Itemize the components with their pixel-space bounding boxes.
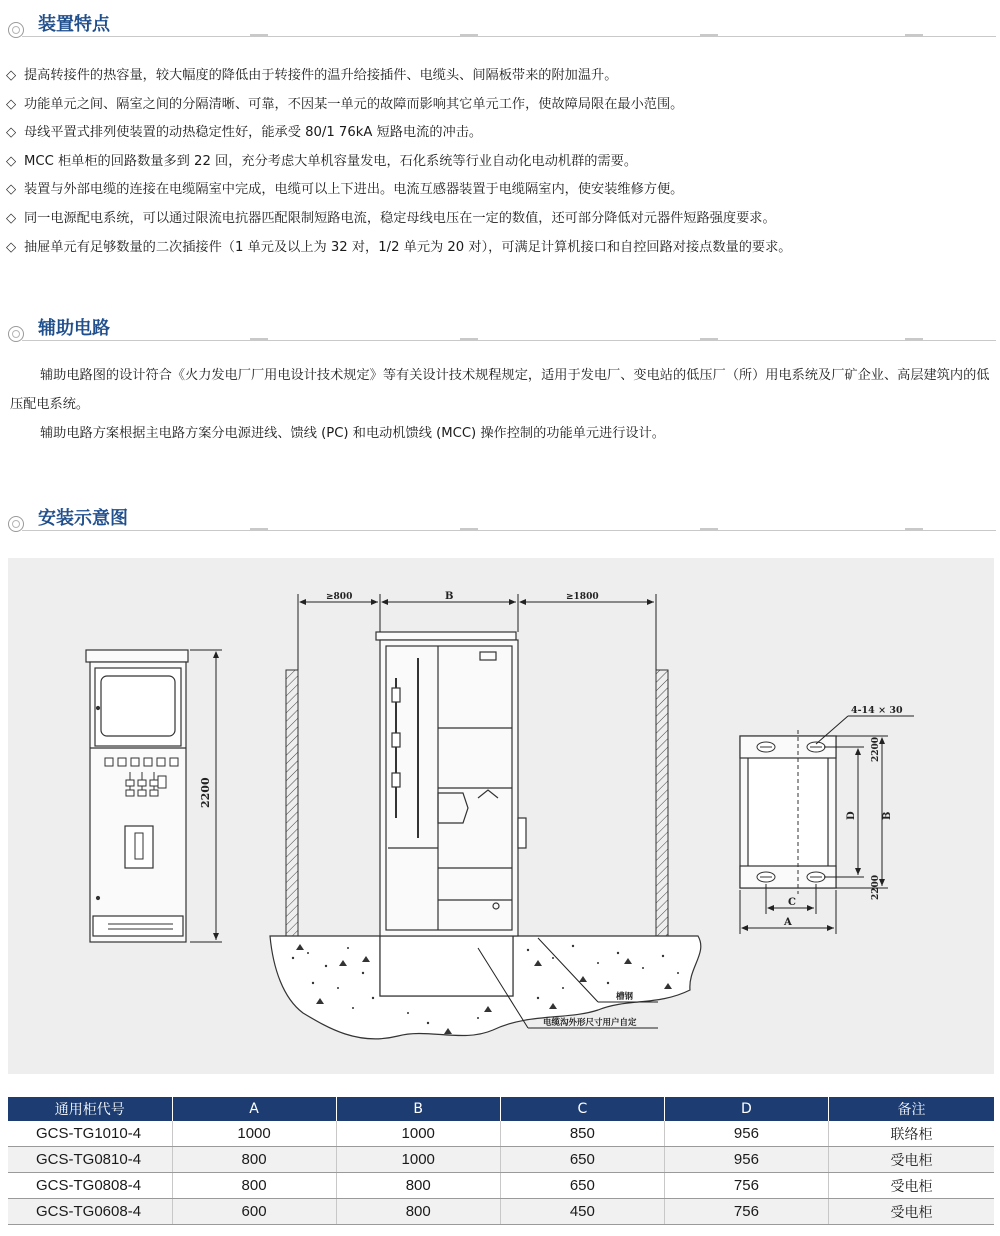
- table-cell: 850: [500, 1121, 664, 1147]
- diamond-icon: ◇: [6, 96, 17, 112]
- feature-item: ◇ 功能单元之间、隔室之间的分隔清晰、可靠，不因某一单元的故障而影响其它单元工作，使故障局限在最小范围。: [6, 91, 996, 120]
- column-header: D: [664, 1097, 828, 1121]
- diamond-icon: ◇: [6, 210, 17, 226]
- table-cell: 650: [500, 1173, 664, 1199]
- cable-trench: [380, 936, 513, 996]
- divider-mark: [905, 34, 923, 37]
- features-list: [6, 62, 996, 262]
- trench-note-label: 电缆沟外形尺寸用户自定: [543, 1018, 637, 1028]
- divider-mark: [460, 338, 478, 341]
- table-cell: GCS-TG1010-4: [8, 1121, 172, 1147]
- table-cell: 800: [336, 1173, 500, 1199]
- section-divider: [22, 530, 996, 531]
- table-cell: 756: [664, 1173, 828, 1199]
- table-cell: 956: [664, 1121, 828, 1147]
- table-cell: 800: [336, 1199, 500, 1225]
- dim-mid-label: B: [445, 591, 454, 602]
- column-header: 通用柜代号: [8, 1097, 172, 1121]
- column-header: B: [336, 1097, 500, 1121]
- table-cell: 800: [172, 1173, 336, 1199]
- aux-paragraph: 辅助电路方案根据主电路方案分电源进线、馈线 (PC) 和电动机馈线 (MCC) 操作控制的功能单元进行设计。: [40, 426, 665, 441]
- table-row: [8, 1147, 994, 1173]
- table-cell: 650: [500, 1147, 664, 1173]
- table-cell: 联络柜: [828, 1121, 994, 1147]
- divider-mark: [905, 528, 923, 531]
- feature-item: ◇ 同一电源配电系统，可以通过限流电抗器匹配限制短路电流，稳定母线电压在一定的数值，还可部分降低对元器件短路强度要求。: [6, 205, 996, 234]
- installation-diagram: [8, 558, 994, 1074]
- plan-a-label: A: [784, 917, 792, 928]
- table-row: [8, 1199, 994, 1225]
- section-title-aux: 辅助电路: [38, 318, 110, 339]
- column-header: 备注: [828, 1097, 994, 1121]
- divider-mark: [700, 528, 718, 531]
- plan-bottom-label: 2200: [871, 874, 881, 900]
- table-cell: 756: [664, 1199, 828, 1225]
- front-height-label: 2200: [199, 777, 212, 808]
- diamond-icon: ◇: [6, 153, 17, 169]
- divider-mark: [250, 338, 268, 341]
- table-cell: GCS-TG0608-4: [8, 1199, 172, 1225]
- plan-b-label: B: [882, 811, 893, 820]
- front-view-cabinet: [86, 650, 188, 942]
- feature-item: ◇ 装置与外部电缆的连接在电缆隔室中完成，电缆可以上下进出。电流互感器装置于电缆隔室内，使安装维修方便。: [6, 176, 996, 205]
- cabinet-spec-table: [8, 1097, 994, 1225]
- divider-mark: [700, 34, 718, 37]
- table-cell: GCS-TG0810-4: [8, 1147, 172, 1173]
- plan-top-label: 2200: [871, 736, 881, 762]
- divider-mark: [460, 34, 478, 37]
- feature-item: ◇ 抽屉单元有足够数量的二次插接件（1 单元及以上为 32 对，1/2 单元为 20 对），可满足计算机接口和自控回路对接点数量的要求。: [6, 234, 996, 263]
- aux-paragraphs: [10, 361, 995, 448]
- divider-mark: [700, 338, 718, 341]
- divider-mark: [250, 528, 268, 531]
- section-divider: [22, 36, 996, 37]
- table-cell: 受电柜: [828, 1147, 994, 1173]
- table-cell: 受电柜: [828, 1199, 994, 1225]
- table-cell: 600: [172, 1199, 336, 1225]
- feature-item: ◇ 母线平置式排列使装置的动热稳定性好，能承受 80/1 76kA 短路电流的冲击。: [6, 119, 996, 148]
- column-header: C: [500, 1097, 664, 1121]
- right-wall: [656, 670, 668, 952]
- plan-c-label: C: [788, 897, 796, 908]
- divider-mark: [460, 528, 478, 531]
- dim-left-label: ≥800: [326, 592, 353, 602]
- table-cell: 800: [172, 1147, 336, 1173]
- table-cell: 受电柜: [828, 1173, 994, 1199]
- plan-view-base: [740, 730, 836, 894]
- table-cell: 956: [664, 1147, 828, 1173]
- diamond-icon: ◇: [6, 125, 17, 141]
- table-cell: 1000: [336, 1147, 500, 1173]
- feature-item: ◇ MCC 柜单柜的回路数量多到 22 回，充分考虑大单机容量发电，石化系统等行业自动化电动机群的需要。: [6, 148, 996, 177]
- table-row: [8, 1121, 994, 1147]
- hole-spec-label: 4-14 × 30: [851, 705, 903, 716]
- table-header-row: [8, 1097, 994, 1121]
- feature-item: ◇ 提高转接件的热容量，较大幅度的降低由于转接件的温升给接插件、电缆头、间隔板带来的附加温升。: [6, 62, 996, 91]
- aux-paragraph: 辅助电路图的设计符合《火力发电厂厂用电设计技术规定》等有关设计技术规程规定，适用于发电厂、变电站的低压厂（所）用电系统及厂矿企业、高层建筑内的低压配电系统。: [10, 368, 990, 412]
- divider-mark: [250, 34, 268, 37]
- diamond-icon: ◇: [6, 239, 17, 255]
- table-cell: 450: [500, 1199, 664, 1225]
- section-header-features: [0, 2, 1000, 42]
- section-divider: [22, 340, 996, 341]
- section-title-install: 安装示意图: [38, 508, 128, 529]
- section-cabinet: [376, 632, 526, 936]
- table-cell: 1000: [336, 1121, 500, 1147]
- installation-drawing: [8, 558, 994, 1074]
- left-wall: [286, 670, 298, 952]
- section-header-install: [0, 496, 1000, 536]
- dim-right-label: ≥1800: [566, 592, 599, 602]
- divider-mark: [905, 338, 923, 341]
- table-cell: GCS-TG0808-4: [8, 1173, 172, 1199]
- section-title-features: 装置特点: [38, 14, 110, 35]
- diamond-icon: ◇: [6, 182, 17, 198]
- column-header: A: [172, 1097, 336, 1121]
- channel-steel-label: 槽钢: [616, 992, 634, 1002]
- plan-d-label: D: [846, 811, 857, 820]
- section-header-aux: [0, 306, 1000, 346]
- table-cell: 1000: [172, 1121, 336, 1147]
- table-row: [8, 1173, 994, 1199]
- diamond-icon: ◇: [6, 68, 17, 83]
